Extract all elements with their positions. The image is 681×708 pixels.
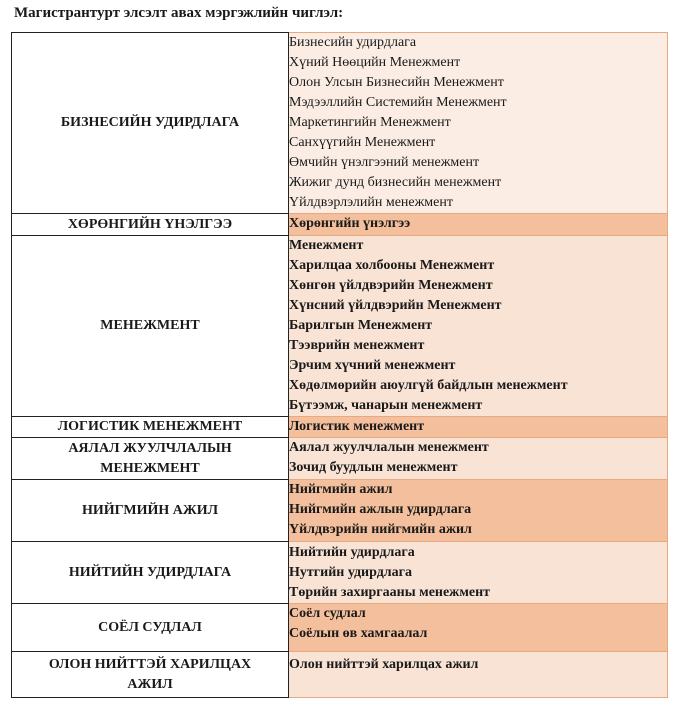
programs-cell (289, 480, 668, 542)
program-item: Үйлдвэрийн нийгмийн ажил (289, 522, 472, 537)
program-item: Логистик менежмент (289, 419, 425, 434)
program-item: Менежмент (289, 238, 364, 253)
category-cell: СОЁЛ СУДЛАЛ (12, 604, 289, 652)
program-item: Зочид буудлын менежмент (289, 460, 458, 475)
programs-cell (289, 417, 668, 438)
program-item: Мэдээллийн Системийн Менежмент (289, 95, 507, 110)
program-item: Барилгын Менежмент (289, 318, 433, 333)
programs-cell (289, 604, 668, 652)
program-item: Нийгмийн ажлын удирдлага (289, 502, 472, 517)
category-line: МЕНЕЖМЕНТ (100, 460, 200, 476)
category-cell: ХӨРӨНГИЙН ҮНЭЛГЭЭ (12, 214, 289, 236)
table-row (12, 652, 668, 698)
category-line: АЖИЛ (127, 676, 173, 692)
category-cell (12, 652, 289, 698)
program-item: Соёл судлал (289, 606, 366, 621)
table-row (12, 604, 668, 652)
program-item: Нийгмийн ажил (289, 482, 393, 497)
table-row (12, 542, 668, 604)
programs-cell (289, 438, 668, 480)
category-cell: ЛОГИСТИК МЕНЕЖМЕНТ (12, 417, 289, 438)
table-row (12, 417, 668, 438)
category-cell (12, 438, 289, 480)
program-item: Нийтийн удирдлага (289, 545, 415, 560)
table-row (12, 33, 668, 214)
program-item: Аялал жуулчлалын менежмент (289, 440, 489, 455)
category-cell: МЕНЕЖМЕНТ (12, 236, 289, 417)
program-item: Соёлын өв хамгаалал (289, 626, 428, 641)
category-cell: БИЗНЕСИЙН УДИРДЛАГА (12, 33, 289, 214)
programs-cell (289, 236, 668, 417)
program-item: Хөрөнгийн үнэлгээ (289, 216, 411, 231)
category-cell: НИЙГМИЙН АЖИЛ (12, 480, 289, 542)
program-item: Олон нийттэй харилцах ажил (289, 657, 479, 672)
program-item: Бүтээмж, чанарын менежмент (289, 398, 483, 413)
program-item: Хүнсний үйлдвэрийн Менежмент (289, 298, 502, 313)
programs-cell (289, 33, 668, 214)
category-cell: НИЙТИЙН УДИРДЛАГА (12, 542, 289, 604)
table-row (12, 480, 668, 542)
program-item: Тээврийн менежмент (289, 338, 425, 353)
program-item: Олон Улсын Бизнесийн Менежмент (289, 75, 504, 90)
program-item: Өмчийн үнэлгээний менежмент (289, 155, 480, 170)
program-item: Маркетингийн Менежмент (289, 115, 451, 130)
program-item: Бизнесийн удирдлага (289, 35, 417, 50)
program-item: Харилцаа холбооны Менежмент (289, 258, 495, 273)
program-item: Нутгийн удирдлага (289, 565, 412, 580)
category-line: АЯЛАЛ ЖУУЛЧЛАЛЫН (68, 440, 232, 456)
table-row (12, 236, 668, 417)
program-item: Хөдөлмөрийн аюулгүй байдлын менежмент (289, 378, 568, 393)
page-heading: Магистрантурт элсэлт авах мэргэжлийн чиглэл: (14, 5, 344, 21)
table-row (12, 214, 668, 236)
program-item: Үйлдвэрлэлийн менежмент (289, 195, 453, 210)
category-line: ОЛОН НИЙТТЭЙ ХАРИЛЦАХ (48, 656, 252, 672)
program-item: Төрийн захиргааны менежмент (289, 585, 491, 600)
program-item: Эрчим хүчний менежмент (289, 358, 456, 373)
program-item: Санхүүгийн Менежмент (289, 135, 436, 150)
table-row (12, 438, 668, 480)
program-item: Хөнгөн үйлдвэрийн Менежмент (289, 278, 493, 293)
programs-cell (289, 214, 668, 236)
program-item: Хүний Нөөцийн Менежмент (289, 55, 461, 70)
programs-cell (289, 542, 668, 604)
programs-table (11, 32, 668, 698)
program-item: Жижиг дунд бизнесийн менежмент (289, 175, 502, 190)
programs-cell (289, 652, 668, 698)
